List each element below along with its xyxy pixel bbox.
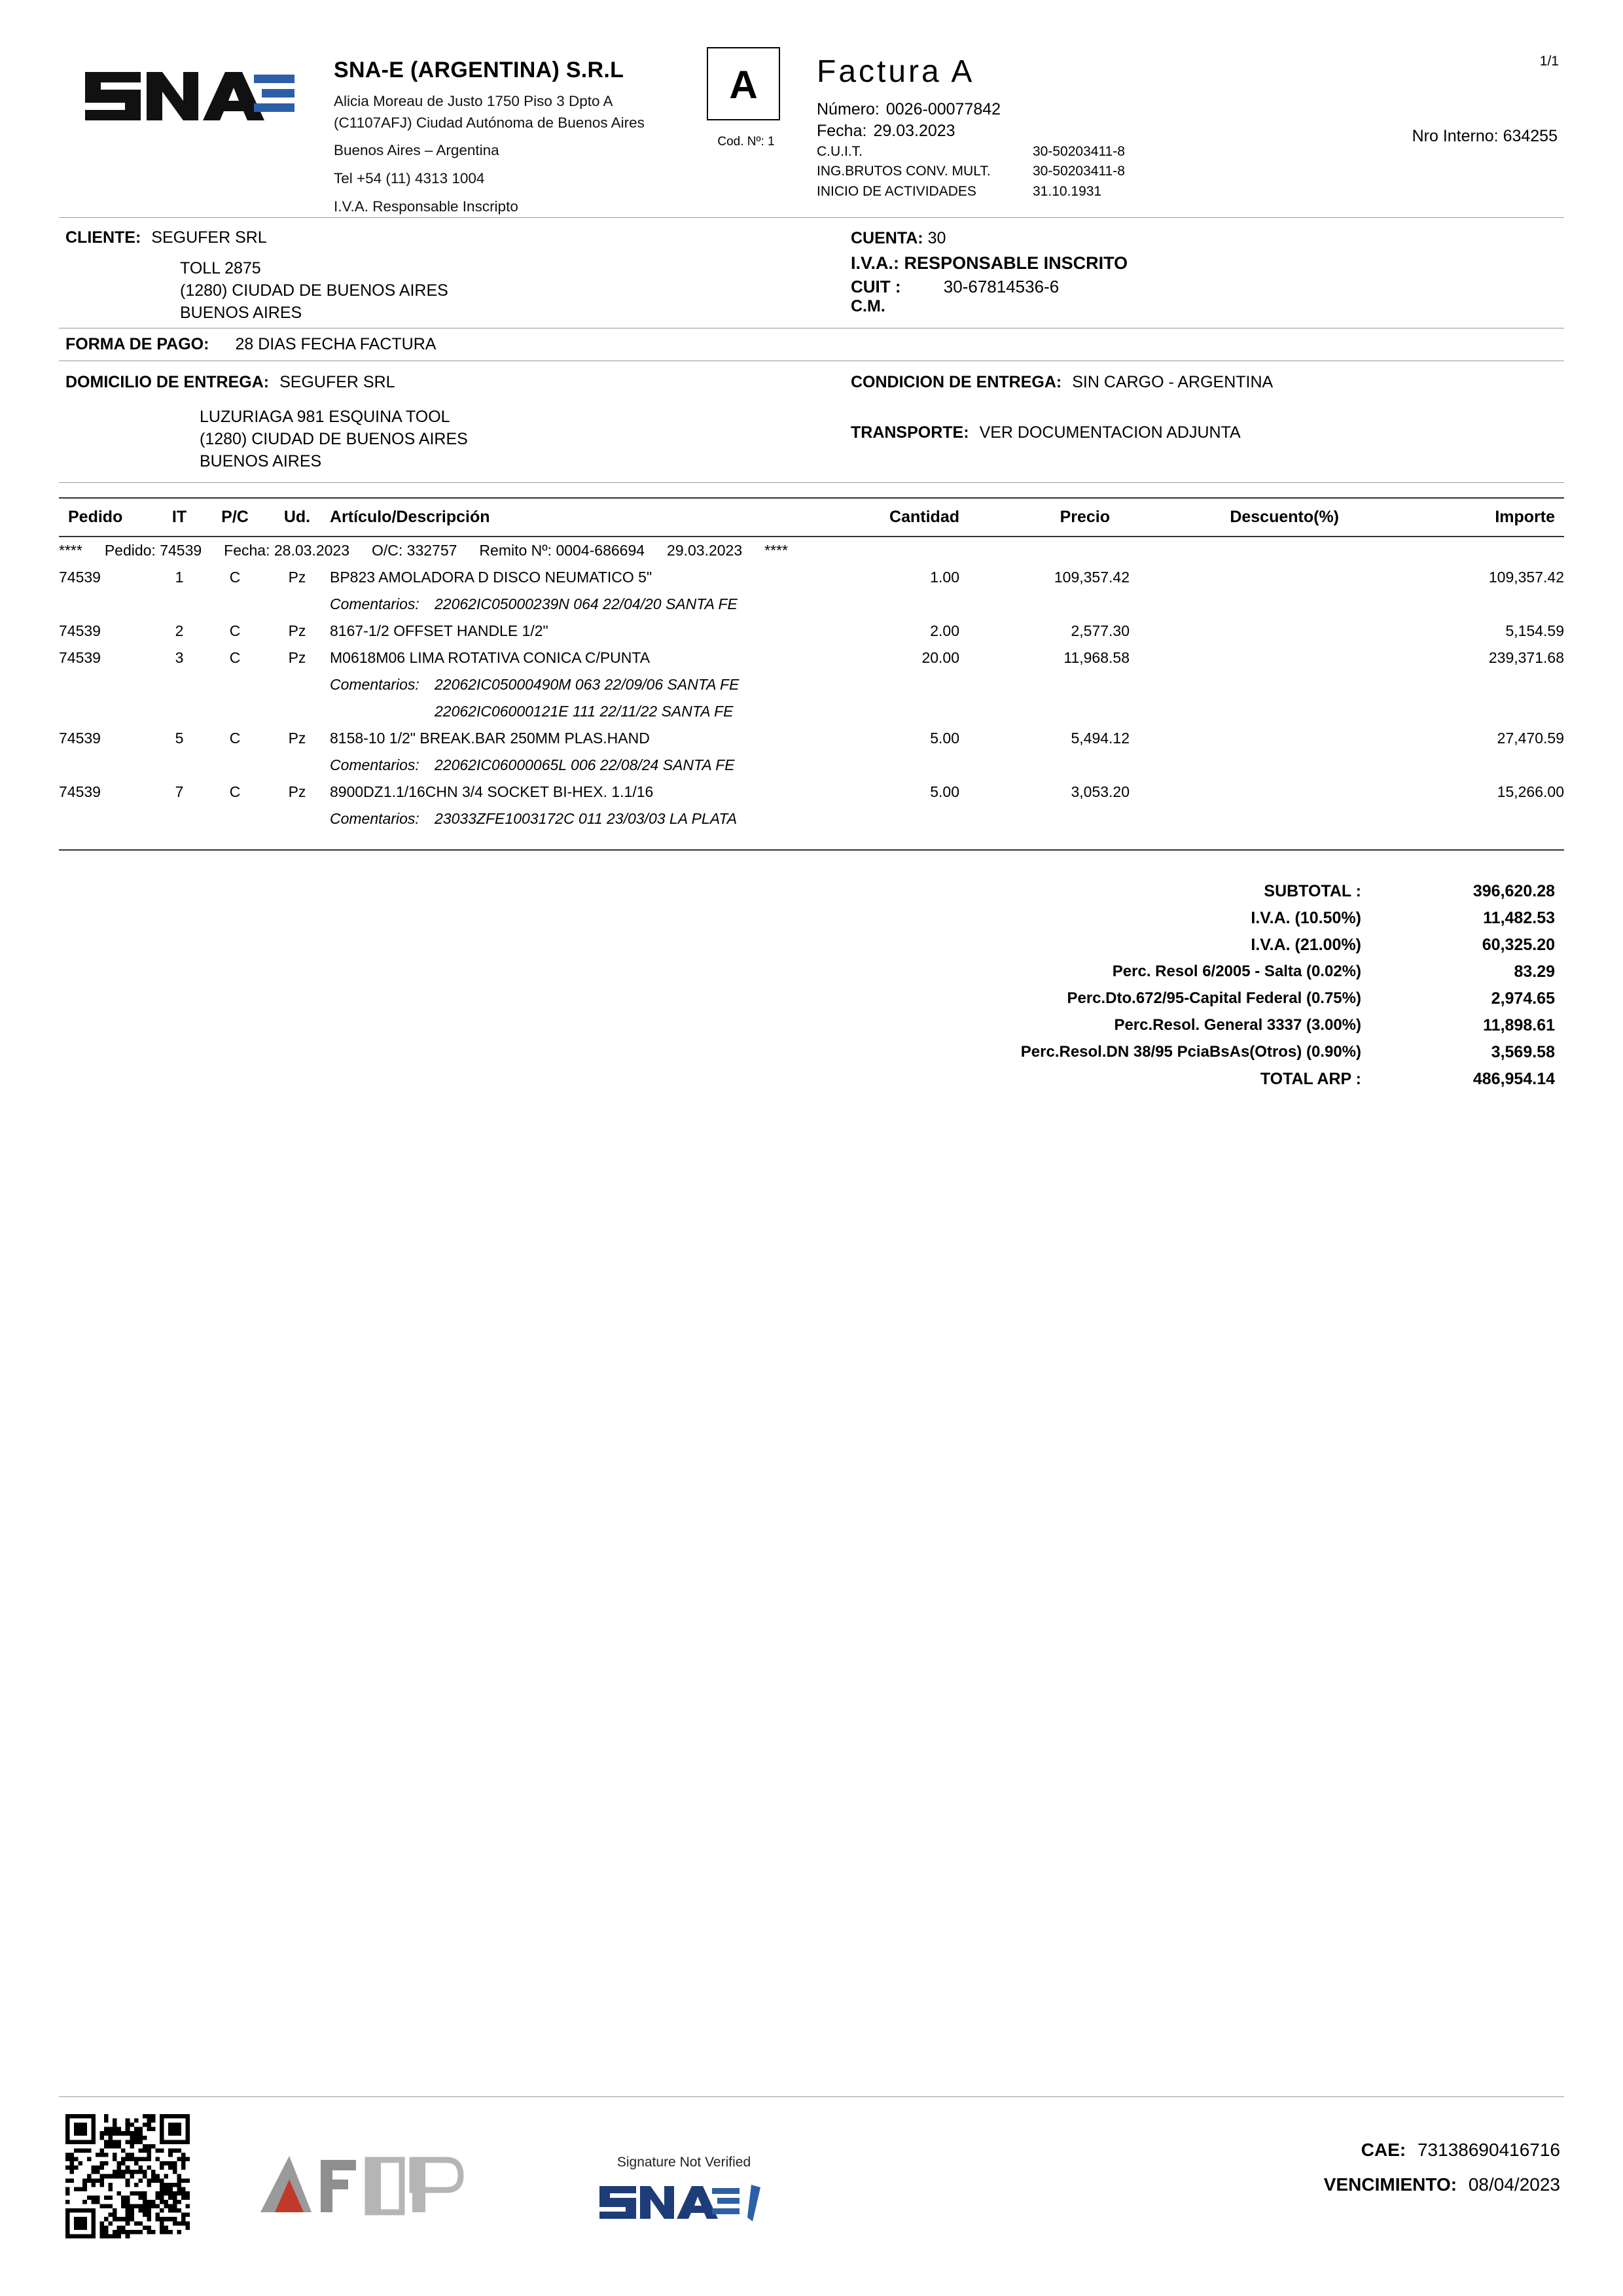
account-label: CUENTA: [851,229,923,248]
comment-value: 22062IC05000239N 064 22/04/20 SANTA FE [435,595,738,612]
totals-value: 11,482.53 [1483,908,1555,927]
totals-value: 60,325.20 [1482,935,1555,954]
account-value: 30 [927,229,946,248]
cell-pedido: 74539 [59,783,101,800]
totals-value: 11,898.61 [1483,1016,1555,1034]
cell-importe: 15,266.00 [1497,783,1564,800]
th-cantidad: Cantidad [809,498,959,537]
cell-pc: C [229,783,241,800]
client-tax-details [844,227,1564,324]
invoice-letter: A [707,47,780,120]
comment-label: Comentarios: [330,809,419,827]
qr-code-icon [65,2114,190,2238]
account-row [851,227,1564,250]
comment-spacer [59,591,330,618]
cell-precio: 109,357.42 [1054,568,1130,586]
signature-block [576,2155,792,2230]
delivery-address-2: (1280) CIUDAD DE BUENOS AIRES [200,430,468,449]
cell-pc: C [229,648,241,666]
cell-it: 7 [175,783,184,800]
comment-text [330,752,1564,779]
signature-status: Signature Not Verified [616,2155,751,2170]
cell-cantidad: 20.00 [921,648,959,666]
items-table [59,497,1564,832]
delivery-label: DOMICILIO DE ENTREGA: [65,373,270,392]
items-table-wrapper [59,497,1564,851]
totals-row [1021,959,1564,985]
client-iva-row [851,250,1564,277]
th-importe: Importe [1378,498,1564,537]
table-row [59,618,1564,645]
delivery-condition-value: SIN CARGO - ARGENTINA [1072,373,1274,392]
comment-value: 22062IC06000121E 111 22/11/22 SANTA FE [435,702,734,720]
cell-importe: 5,154.59 [1505,622,1564,639]
cae-block [1324,2132,1560,2202]
ingresos-brutos-value: 30-50203411-8 [1033,164,1125,179]
comment-text [330,698,1564,725]
comment-row [59,671,1564,698]
totals-table [1021,878,1564,1093]
cae-row [1324,2132,1560,2167]
totals-label: I.V.A. (21.00%) [1251,935,1361,954]
invoice-number-label: Número: [817,100,880,118]
th-descripcion: Artículo/Descripción [330,498,809,537]
comment-value: 22062IC06000065L 006 22/08/24 SANTA FE [435,756,735,773]
cell-descuento [1130,645,1378,671]
totals-row [1021,1039,1564,1066]
cuit-label: C.U.I.T. [817,144,863,159]
client-name: SEGUFER SRL [151,228,267,247]
totals-row [1021,905,1564,932]
client-address-1: TOLL 2875 [180,259,261,278]
comment-row [59,698,1564,725]
invoice-cod: Cod. Nº: 1 [717,135,775,149]
delivery-condition-row [851,372,1564,393]
client-iva-label: I.V.A.: [851,253,900,274]
client-cuit-value: 30-67814536-6 [943,276,1060,296]
footer-content [59,2114,1564,2265]
items-table-body [59,537,1564,832]
totals-row [1021,985,1564,1012]
invoice-title: Factura A [817,54,975,89]
totals-label: TOTAL ARP : [1260,1069,1361,1088]
payment-terms-section [59,328,1564,361]
comment-label: Comentarios: [330,756,419,773]
client-cuit-label: CUIT : [851,276,901,296]
totals-label: SUBTOTAL : [1264,881,1361,900]
comment-text [330,671,1564,698]
comment-row [59,591,1564,618]
comment-spacer [59,752,330,779]
delivery-divider [59,482,1564,483]
client-cuit-row [851,277,1564,297]
totals-row [1021,932,1564,959]
delivery-name: SEGUFER SRL [279,373,395,392]
cell-ud: Pz [288,648,306,666]
cell-descuento [1130,618,1378,645]
comment-spacer [59,698,330,725]
cell-it: 3 [175,648,184,666]
cell-precio: 2,577.30 [1071,622,1130,639]
footer-divider [59,2096,1564,2097]
cell-ud: Pz [288,729,306,747]
company-address-3: Buenos Aires – Argentina [334,142,499,159]
invoice-date-value: 29.03.2023 [873,122,955,140]
invoice-number-value: 0026-00077842 [885,100,1001,118]
th-ud: Ud. [264,498,330,537]
order-header-row [59,537,1564,564]
cell-ud: Pz [288,783,306,800]
cell-cantidad: 2.00 [930,622,959,639]
client-name-row [65,227,844,249]
cell-precio: 5,494.12 [1071,729,1130,747]
cae-label: CAE: [1361,2140,1406,2160]
totals-table-body [1021,878,1564,1093]
ingresos-brutos-label: ING.BRUTOS CONV. MULT. [817,164,991,179]
afip-logo-icon [255,2148,471,2223]
cell-it: 2 [175,622,184,639]
cell-descuento [1130,779,1378,805]
cell-pc: C [229,622,241,639]
client-label: CLIENTE: [65,228,141,247]
totals-label: Perc.Resol. General 3337 (3.00%) [1114,1016,1361,1034]
inicio-actividades-label: INICIO DE ACTIVIDADES [817,183,976,199]
totals-value: 83.29 [1514,962,1555,981]
cell-it: 5 [175,729,184,747]
table-row [59,564,1564,591]
comment-row [59,752,1564,779]
comment-value: 22062IC05000490M 063 22/09/06 SANTA FE [435,675,740,693]
cell-ud: Pz [288,568,306,586]
comment-text [330,805,1564,832]
company-address-2: (C1107AFJ) Ciudad Autónoma de Buenos Aires [334,114,645,131]
invoice-info [785,51,1564,202]
transport-row [851,422,1564,444]
totals-label: Perc. Resol 6/2005 - Salta (0.02%) [1112,963,1361,981]
items-header-row [59,498,1564,537]
cell-pc: C [229,729,241,747]
internal-number-row [1412,127,1558,146]
internal-number-value: 634255 [1503,127,1558,145]
cuit-value: 30-50203411-8 [1033,144,1125,159]
comment-spacer [59,671,330,698]
cell-descuento [1130,564,1378,591]
totals-value: 486,954.14 [1472,1069,1555,1088]
items-table-head [59,498,1564,537]
company-info [334,51,700,217]
totals-section [59,878,1564,1093]
delivery-address-1: LUZURIAGA 981 ESQUINA TOOL [200,408,450,427]
table-row [59,645,1564,671]
items-table-bottom-divider [59,849,1564,851]
company-address-1: Alicia Moreau de Justo 1750 Piso 3 Dpto A [334,93,613,109]
company-logo [59,51,334,132]
sna-logo-icon [79,60,301,132]
cell-importe: 109,357.42 [1488,568,1564,586]
cell-precio: 3,053.20 [1071,783,1130,800]
totals-row [1021,1066,1564,1093]
delivery-address-block [59,372,844,472]
comment-row [59,805,1564,832]
vencimiento-label: VENCIMIENTO: [1323,2174,1457,2195]
cae-value: 73138690416716 [1417,2140,1560,2160]
th-descuento: Descuento(%) [1130,498,1378,537]
payment-terms-value: 28 DIAS FECHA FACTURA [235,335,437,354]
transport-value: VER DOCUMENTACION ADJUNTA [979,423,1241,442]
vencimiento-value: 08/04/2023 [1468,2174,1560,2195]
delivery-address-3: BUENOS AIRES [200,451,322,470]
cell-descripcion: 8900DZ1.1/16CHN 3/4 SOCKET BI-HEX. 1.1/16 [330,783,654,800]
totals-value: 3,569.58 [1491,1042,1555,1061]
company-phone: Tel +54 (11) 4313 1004 [334,169,485,186]
client-address-3: BUENOS AIRES [180,303,302,322]
th-pedido: Pedido [59,498,153,537]
th-it: IT [153,498,205,537]
client-iva-value: RESPONSABLE INSCRITO [904,253,1128,274]
cell-descripcion: BP823 AMOLADORA D DISCO NEUMATICO 5" [330,568,652,586]
cell-ud: Pz [288,622,306,639]
cell-precio: 11,968.58 [1063,648,1130,666]
document-header [59,0,1564,217]
cell-pedido: 74539 [59,622,101,639]
delivery-conditions-block [844,372,1564,472]
signature-logo-icon [576,2178,792,2230]
delivery-name-row [65,372,844,393]
inicio-actividades-value: 31.10.1931 [1033,183,1102,199]
client-cm-label: C.M. [851,296,885,315]
invoice-letter-box [707,47,785,149]
comment-text [330,591,1564,618]
vencimiento-row [1324,2167,1560,2202]
cell-pc: C [229,568,241,586]
client-details [59,227,844,324]
delivery-section [59,361,1564,482]
cell-descuento [1130,725,1378,752]
invoice-number-row [817,99,1564,120]
cell-cantidad: 5.00 [930,783,959,800]
company-name: SNA-E (ARGENTINA) S.R.L [334,58,624,82]
company-tax-status: I.V.A. Responsable Inscripto [334,198,518,215]
internal-number-label: Nro Interno: [1412,127,1499,145]
delivery-address [200,406,844,472]
client-section [59,218,1564,328]
comment-label: Comentarios: [330,675,419,693]
cell-pedido: 74539 [59,648,101,666]
client-address [180,258,844,324]
th-precio: Precio [959,498,1130,537]
client-address-2: (1280) CIUDAD DE BUENOS AIRES [180,281,448,300]
comment-spacer [59,805,330,832]
delivery-condition-label: CONDICION DE ENTREGA: [851,373,1062,392]
comment-label: Comentarios: [330,595,419,612]
cell-importe: 239,371.68 [1488,648,1564,666]
comment-value: 23033ZFE1003172C 011 23/03/03 LA PLATA [435,809,738,827]
inicio-actividades-row [817,182,1564,202]
cell-it: 1 [175,568,184,586]
totals-row [1021,1012,1564,1039]
totals-value: 2,974.65 [1491,989,1555,1008]
cell-descripcion: M0618M06 LIMA ROTATIVA CONICA C/PUNTA [330,648,651,666]
totals-label: I.V.A. (10.50%) [1251,908,1361,927]
order-header-text: **** Pedido: 74539 Fecha: 28.03.2023 O/C: 332757 Remito Nº: 0004-686694 29.03.2023 **** [59,541,788,559]
cell-descripcion: 8167-1/2 OFFSET HANDLE 1/2" [330,622,548,639]
invoice-date-label: Fecha: [817,122,867,140]
totals-value: 396,620.28 [1472,881,1555,900]
cell-cantidad: 1.00 [930,568,959,586]
totals-row [1021,878,1564,905]
totals-label: Perc.Resol.DN 38/95 PciaBsAs(Otros) (0.90%) [1020,1043,1361,1061]
payment-terms-label: FORMA DE PAGO: [65,335,209,354]
totals-label: Perc.Dto.672/95-Capital Federal (0.75%) [1067,989,1361,1008]
cell-pedido: 74539 [59,568,101,586]
cell-importe: 27,470.59 [1497,729,1564,747]
document-footer [59,2096,1564,2265]
table-row [59,779,1564,805]
th-pc: P/C [205,498,264,537]
transport-label: TRANSPORTE: [851,423,969,442]
table-row [59,725,1564,752]
cell-cantidad: 5.00 [930,729,959,747]
cell-pedido: 74539 [59,729,101,747]
cell-descripcion: 8158-10 1/2" BREAK.BAR 250MM PLAS.HAND [330,729,650,747]
page-number: 1/1 [1539,54,1559,69]
ingresos-brutos-row [817,162,1564,181]
